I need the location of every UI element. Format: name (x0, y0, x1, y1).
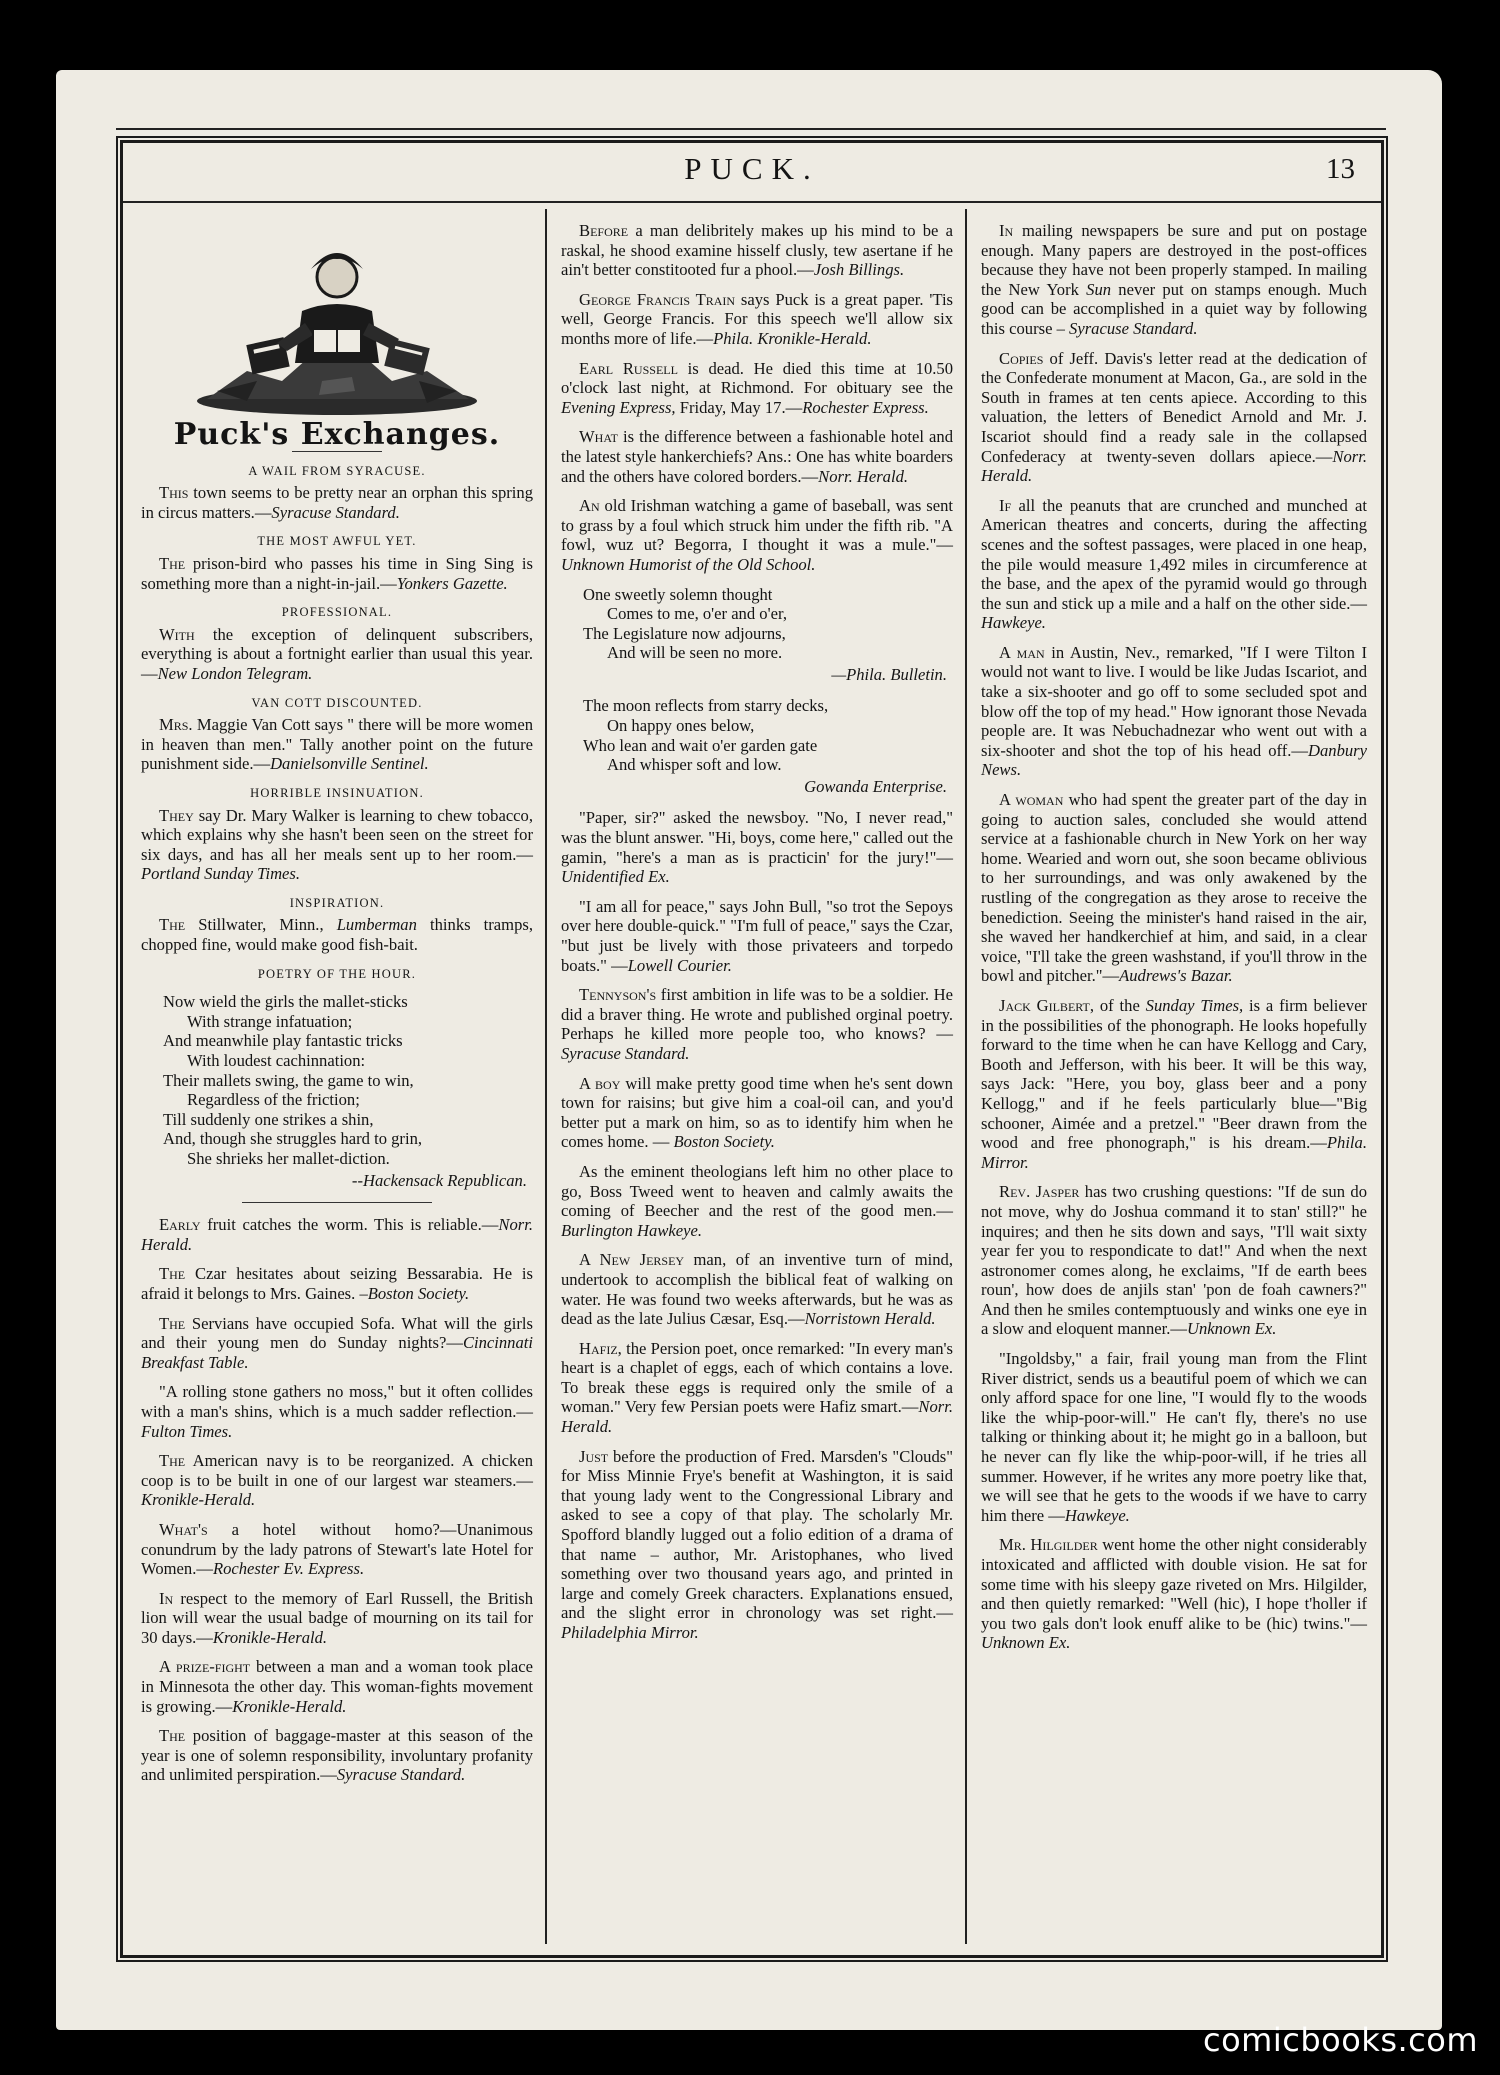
section-heading: Puck's Exchanges. (173, 417, 501, 452)
item-subhead: THE MOST AWFUL YET. (257, 534, 417, 549)
site-watermark: comicbooks.com (1202, 2021, 1478, 2059)
exchange-item: The Servians have occupied Sofa. What will the girls and their young men do Sunday nights?—Cincinnati Breakfast Table. (141, 1313, 533, 1372)
exchange-item: "A rolling stone gathers no moss," but it often collides with a man's shins, which is a much sadder reflection.—Fulton Times. (141, 1382, 533, 1441)
exchange-item: A New Jersey man, of an inventive turn of mind, undertook to accomplish the biblical feat of walking on water. He was found two weeks afterwards, but he was as dead as the late Julius Cæsar, Esq.—Norristown Herald. (561, 1250, 953, 1329)
column-1 (141, 221, 533, 1795)
exchange-item: Just before the production of Fred. Marsden's "Clouds" for Miss Minnie Frye's benefit at Washington, it is said that young lady went to the Congressional Library and asked to see a copy of that play. The scholarly Mr. Spofford blandly lugged out a folio edition of a drama of that name – author, Mr. Aristophanes, who lived something over two thousand years ago, and printed in large and comely Greek characters. Explanations ensued, and the slight error in chronology was set right.—Philadelphia Mirror. (561, 1446, 953, 1642)
section-rule (242, 1202, 432, 1203)
exchange-item: Hafiz, the Persion poet, once remarked: "In every man's heart is a chaplet of eggs, each of which contains a love. To break these eggs is required only the smile of a woman." Very few Persian poets were Hafiz smart.—Norr. Herald. (561, 1338, 953, 1437)
item-subhead: A WAIL FROM SYRACUSE. (248, 463, 426, 478)
poem-credit: —Phila. Bulletin. (831, 664, 947, 684)
newspaper-page (56, 70, 1442, 2030)
exchange-item: Mr. Hilgilder went home the other night considerably intoxicated and afflicted with double vision. He sat for some time with his sleepy gaze riveted on Mrs. Hilgilder, and then quietly remarked: "Well (hic), I hope t'holler if you two gals don't look enuff alike to be (hic) twins."—Unknown Ex. (981, 1535, 1367, 1653)
exchange-item: This town seems to be pretty near an orphan this spring in circus matters.—Syracuse Standard. (141, 483, 533, 522)
page-frame (120, 140, 1384, 1958)
column-2 (561, 221, 953, 1653)
exchange-item: A boy will make pretty good time when he's sent down town for raisins; but give him a coal-oil can, and you'd better put a mark on him, so as to identify him when he comes home. — Boston Society. (561, 1073, 953, 1152)
exchange-item: Early fruit catches the worm. This is reliable.—Norr. Herald. (141, 1215, 533, 1254)
column-rule (545, 209, 547, 1944)
exchange-item: A woman who had spent the greater part of the day in going to auction sales, concluded she would attend service at a fashionable church in New York on her way home. Wearied and worn out, she soon became oblivious to her surroundings, and was only awakened by the rustling of the congregation as they arose to receive the benediction. Seeing the minister's hand raised in the air, she waved her handkerchief at him, and said, in a clear voice, "I'll take the green washstand, if you'll throw in the bowl and pitcher."—Audrews's Bazar. (981, 790, 1367, 986)
poem-credit: --Hackensack Republican. (351, 1170, 527, 1190)
exchange-item: Rev. Jasper has two crushing questions: "If de sun do not move, why do Joshua command it to stan' still?" he inquires; and then he sits down and says, "I'll wait sixty year fer you to respondicate to dat!" And when the next astronomer comes along, he exclaims, "If de earth bees roun', how does de anjils stan' 'pon de foah cawners?" And then he smiles contemptuously and winks one eye in a slow and eloquent manner.—Unknown Ex. (981, 1182, 1368, 1339)
item-subhead: VAN COTT DISCOUNTED. (251, 695, 423, 710)
exchange-item: The Czar hesitates about seizing Bessarabia. He is afraid it belongs to Mrs. Gaines. –Boston Society. (141, 1264, 533, 1303)
exchange-item: George Francis Train says Puck is a great paper. 'Tis well, George Francis. For this speech we'll allow six months more of life.—Phila. Kronikle-Herald. (561, 289, 954, 348)
item-subhead: HORRIBLE INSINUATION. (250, 785, 424, 800)
exchange-item: Before a man delibritely makes up his mind to be a raskal, he shood examine hisself clusly, tew asertane if he ain't better constitooted fur a phool.—Josh Billings. (561, 221, 953, 280)
exchange-item: In respect to the memory of Earl Russell, the British lion will wear the usual badge of mourning on its tail for 30 days.—Kronikle-Herald. (141, 1588, 533, 1647)
item-subhead: POETRY OF THE HOUR. (257, 966, 417, 981)
exchange-item: Mrs. Maggie Van Cott says " there will be more women in heaven than men." Tally another point on the future punishment side.—Danielsonville Sentinel. (141, 715, 533, 774)
poem: The moon reflects from starry decks, On happy ones below, Who lean and wait o'er garden gate And whisper soft and low. Gowanda Enterprise. (561, 696, 953, 796)
item-subhead: PROFESSIONAL. (281, 605, 393, 620)
column-rule (965, 209, 967, 1944)
poem: Now wield the girls the mallet-sticks With strange infatuation; And meanwhile play fantastic tricks With loudest cachinnation: Their mallets swing, the game to win, Regardless of the friction; Till suddenly one strikes a shin, And, though she struggles hard to grin, She shrieks her mallet-diction. --Hackensack Republican. (141, 992, 533, 1190)
top-border-rule (116, 128, 1386, 130)
exchange-item: An old Irishman watching a game of baseball, was sent to grass by a foul which struck him under the fifth rib. "A fowl, wuz ut? Begorra, I thought it was a mule."—Unknown Humorist of the Old School. (561, 496, 953, 574)
poem-credit: Gowanda Enterprise. (804, 776, 947, 796)
exchange-item: In mailing newspapers be sure and put on postage enough. Many papers are destroyed in the post-offices because they have not been properly stamped. In mailing the New York Sun never put on stamps enough. Much good can be accomplished in a quiet way by following this course – Syracuse Standard. (981, 221, 1367, 338)
exchange-item: Tennyson's first ambition in life was to be a soldier. He did a braver thing. He wrote and published orginal poetry. Perhaps he killed more people too, who knows? — Syracuse Standard. (561, 985, 953, 1063)
exchange-item: "Paper, sir?" asked the newsboy. "No, I never read," was the blunt answer. "Hi, boys, come here," called out the gamin, "here's a man as is practicin' for the jury!"—Unidentified Ex. (561, 808, 953, 887)
exchange-item: They say Dr. Mary Walker is learning to chew tobacco, which explains why she hasn't been seen on the street for six days, and has all her meals sent up to her room.—Portland Sunday Times. (141, 805, 533, 884)
exchange-item: Earl Russell is dead. He died this time at 10.50 o'clock last night, at Richmond. For obituary see the Evening Express, Friday, May 17.—Rochester Express. (561, 358, 953, 417)
exchange-item: If all the peanuts that are crunched and munched at American theatres and concerts, during the affecting scenes and the softest passages, were placed in one heap, the pile would measure 1,492 miles in circumference at the base, and the apex of the pyramid would go through the sun and stick up a mile and a half on the other side.—Hawkeye. (981, 495, 1367, 633)
exchange-item: "I am all for peace," says John Bull, "so trot the Sepoys over here double-quick." "I'm full of peace," says the Czar, "but just be lively with those privateers and torpedo boats." —Lowell Courier. (561, 896, 953, 975)
exchange-item: What is the difference between a fashionable hotel and the latest style hankerchiefs? Ans.: One has white boarders and the others have colored borders.—Norr. Herald. (561, 427, 953, 486)
exchange-item: Copies of Jeff. Davis's letter read at the dedication of the Confederate monument at Macon, Ga., are sold in the South in frames at ten cents apiece. According to this valuation, the letters of Benedict Arnold and Mr. J. Iscariot should find a ready sale in the collapsed Confederacy at twenty-seven dollars apiece.—Norr. Herald. (981, 348, 1367, 486)
exchange-item: With the exception of delinquent subscribers, everything is about a fortnight earlier than usual this year.—New London Telegram. (141, 624, 533, 683)
exchange-item: The position of baggage-master at this season of the year is one of solemn responsibility, involuntary profanity and unlimited perspiration.—Syracuse Standard. (141, 1726, 533, 1785)
column-3 (981, 221, 1367, 1663)
exchange-item: The Stillwater, Minn., Lumberman thinks tramps, chopped fine, would make good fish-bait. (141, 915, 533, 955)
masthead-title: PUCK. (684, 151, 820, 186)
masthead-rule (123, 201, 1381, 203)
page-number: 13 (1326, 153, 1355, 185)
poem: One sweetly solemn thought Comes to me, o'er and o'er, The Legislature now adjourns, And will be seen no more. —Phila. Bulletin. (561, 585, 953, 685)
item-subhead: INSPIRATION. (289, 895, 385, 910)
exchange-item: Jack Gilbert, of the Sunday Times, is a firm believer in the possibilities of the phonograph. He looks hopefully forward to the time when he can have Kellogg and Cary, Booth and Jefferson, with his beer. It will be this way, says Jack: "Here, you boy, glass beer and a pony Kellogg," and if he feels particularly blue—"Big schooner, Aimée and a pretzel." "Beer drawn from the wood and free phonograph," is his dream.—Phila. Mirror. (981, 995, 1367, 1172)
exchange-item: As the eminent theologians left him no other place to go, Boss Tweed went to heaven and calmly awaits the coming of Beecher and the rest of the good men.—Burlington Hawkeye. (561, 1161, 953, 1240)
exchange-item: A prize-fight between a man and a woman took place in Minnesota the other day. This woman-fights movement is growing.—Kronikle-Herald. (141, 1657, 533, 1716)
exchange-item: What's a hotel without homo?—Unanimous conundrum by the lady patrons of Stewart's late Hotel for Women.—Rochester Ev. Express. (141, 1519, 533, 1579)
exchange-item: "Ingoldsby," a fair, frail young man from the Flint River district, sends us a beautiful poem of which we can only afford space for one line, "I would fly to the woods like the whip-poor-will." He can't fly, there's no use talking or thinking about it; he might go in a balloon, but he never can fly like the whip-poor-will, if he tries all summer. However, if he writes any more poetry like that, we will see that he gets to the woods if we have to carry him there —Hawkeye. (981, 1349, 1367, 1525)
exchange-item: The American navy is to be reorganized. A chicken coop is to be built in one of our largest war steamers.—Kronikle-Herald. (141, 1451, 533, 1510)
exchange-item: The prison-bird who passes his time in Sing Sing is something more than a night-in-jail.—Yonkers Gazette. (141, 553, 533, 593)
puck-reading-illustration (187, 231, 487, 419)
exchange-item: A man in Austin, Nev., remarked, "If I were Tilton I would not want to live. I would be like Judas Iscariot, and take a six-shooter and go off to some secluded spot and blow off the top of my head." How ignorant those Nevada people are. It was Nebuchadnezar who went out with a six-shooter and shot the top of his head off.—Danbury News. (981, 642, 1368, 780)
